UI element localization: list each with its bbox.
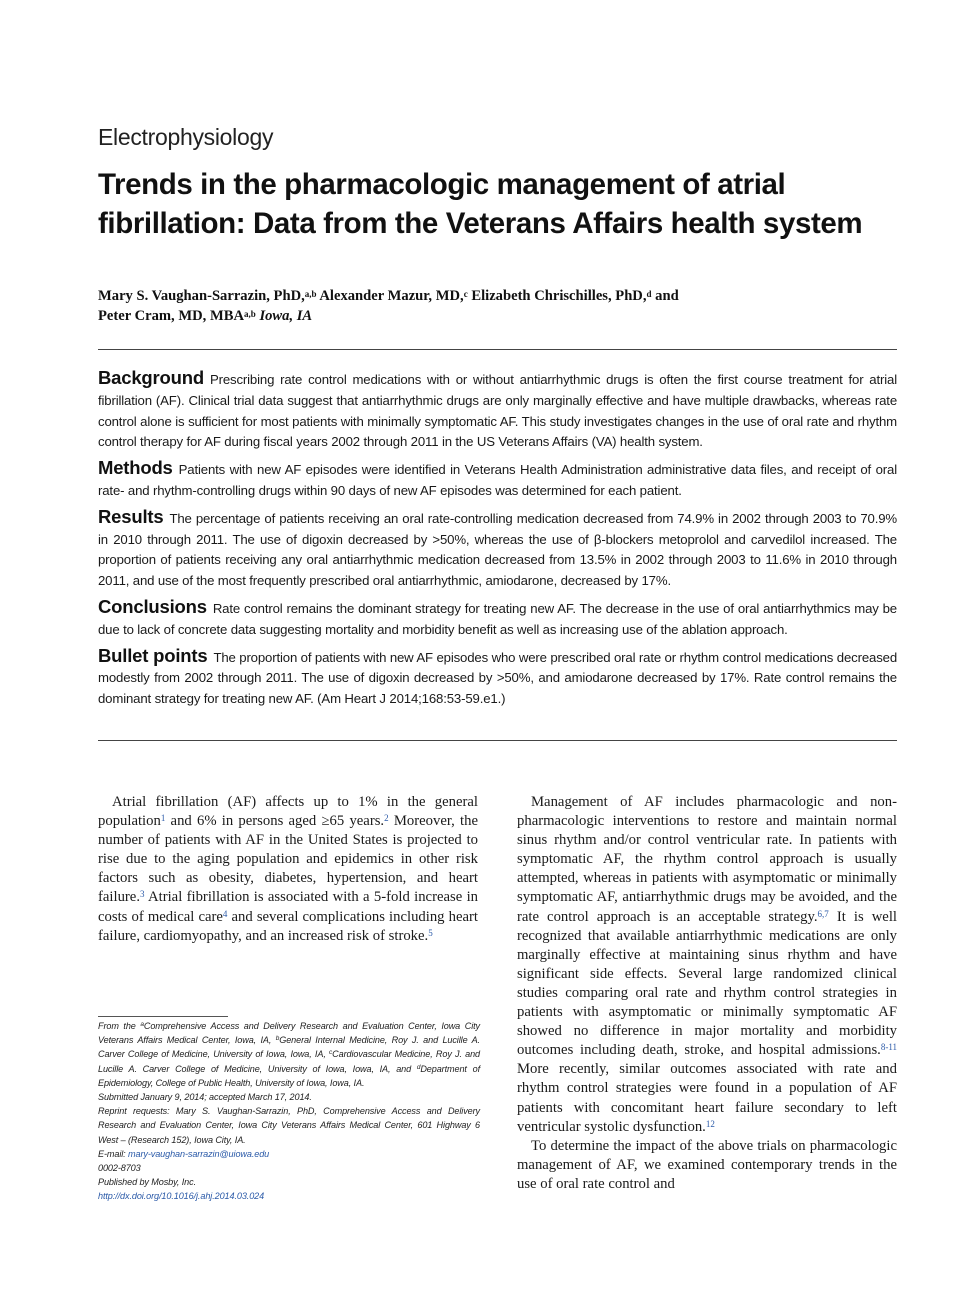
reference-link[interactable]: 4 — [222, 908, 228, 919]
abstract-bullet-points — [98, 646, 897, 710]
author-name: Elizabeth Chrischilles, PhD, — [471, 288, 647, 304]
doi-link[interactable]: http://dx.doi.org/10.1016/j.ahj.2014.03.024 — [98, 1191, 265, 1202]
publisher-note: Published by Mosby, Inc. — [98, 1177, 197, 1188]
article-title: Trends in the pharmacologic management of atrial fibrillation: Data from the Veterans Affairs health system — [98, 168, 863, 240]
abstract-top-rule — [98, 349, 897, 350]
body-column-left — [98, 793, 478, 946]
abstract-text: Rate control remains the dominant strategy for treating new AF. The decrease in the use of oral antiarrhythmics may be due to lack of concrete data suggesting mortality and morbidity benefit as well as increasing use of the ablation approach. — [98, 600, 897, 637]
author-name: Peter Cram, MD, MBA — [98, 308, 245, 324]
abstract-heading: Results — [98, 505, 164, 527]
author-affiliation: a,b — [304, 289, 317, 299]
reprint-note: Reprint requests: Mary S. Vaughan-Sarrazin, PhD, Comprehensive Access and Delivery Research and Evaluation Center, Iowa City Veterans Affairs Medical Center, 601 Highway 6 West – (Research 152), Iowa City, IA. — [98, 1106, 480, 1145]
author-list — [98, 286, 898, 326]
abstract-results — [98, 507, 897, 592]
author-affiliation: c — [463, 289, 468, 299]
abstract-bottom-rule — [98, 740, 897, 741]
abstract-heading: Methods — [98, 457, 173, 479]
abstract — [98, 368, 897, 715]
reference-link[interactable]: 6,7 — [817, 908, 829, 919]
author-location: Iowa, IA — [259, 308, 313, 324]
abstract-heading: Background — [98, 367, 204, 388]
abstract-text: Patients with new AF episodes were identified in Veterans Health Administration administrative data files, and receipt of oral rate- and rhythm-controlling drugs within 90 days of new AF episodes was determined for each patient. — [98, 462, 897, 498]
footnotes — [98, 1019, 480, 1204]
abstract-text: The percentage of patients receiving an oral rate-controlling medication decreased from 74.9% in 2002 through 2003 to 70.9% in 2010 through 2011. The use of digoxin decreased by >50%, whereas the use of β-blockers metoprolol and carvedilol increased. The proportion of patients receiving any oral antiarrhythmic medication decreased from 13.5% in 2002 through 2003 to 11.6% in 2010 through 2011, and use of the most frequently prescribed oral antiarrhythmic, amiodarone, decreased by 17%. — [98, 510, 897, 589]
body-paragraph: Management of AF includes pharmacologic and non-pharmacologic interventions to restore and maintain normal sinus rhythm and/or control ventricular rate. In patients with symptomatic AF, the rhythm control approach is usually attempted, whereas in patients with asymptomatic or minimally symptomatic AF, antiarrhythmic drugs may be avoided, and the rate control approach is an acceptable strategy.$^{6,7}$ It is well recognized that available antiarrhythmic medications are only marginally effective at maintaining sinus rhythm and have significant side effects. Several large randomized clinical studies comparing oral rate and rhythm control strategies in patients with asymptomatic or minimally symptomatic AF showed no difference in major mortality and morbidity outcomes including death, stroke, and hospital admissions.$^{8-11}$ More recently, similar outcomes associated with rate and rhythm control strategies were found in a population of AF patients with concomitant heart failure secondary to left ventricular systolic dysfunction.$^{12}$ — [517, 794, 897, 1135]
reference-link[interactable]: 3 — [140, 889, 145, 900]
abstract-text: Prescribing rate control medications with or without antiarrhythmic drugs is often the first course treatment for atrial fibrillation (AF). Clinical trial data suggest that antiarrhythmic drugs are only marginally effective and have multiple drawbacks, whereas rate control alone is sufficient for most patients with minimally symptomatic AF. This study investigates changes in the use of oral rate and rhythm control therapy for AF during fiscal years 2002 through 2011 in the US Veterans Affairs (VA) health system. — [98, 372, 897, 450]
body-column-right — [517, 793, 897, 1194]
authors-and: and — [655, 288, 679, 304]
footnote-rule — [98, 1016, 228, 1017]
abstract-methods — [98, 458, 897, 502]
reference-link[interactable]: 1 — [160, 813, 166, 824]
reference-link[interactable]: 8-11 — [880, 1042, 897, 1053]
affiliations-note: From the $^a$Comprehensive Access and Delivery Research and Evaluation Center, Iowa City Veterans Affairs Medical Center, Iowa, IA, $^b$General Internal Medicine, Roy J. and Lucille A. Carver College of Medicine, University of Iowa, Iowa, IA, $^c$Cardiovascular Medicine, Roy J. and Lucille A. Carver College of Medicine, University of Iowa, Iowa, IA, and $^d$Department of Epidemiology, College of Public Health, University of Iowa, Iowa, IA. — [98, 1021, 480, 1088]
abstract-heading: Bullet points — [98, 644, 208, 666]
body-paragraph: Atrial fibrillation (AF) affects up to 1% in the general population$^1$ and 6% in persons aged ≥65 years.$^2$ Moreover, the number of patients with AF in the United States is projected to rise due to the aging population and epidemics in other risk factors such as obesity, diabetes, hypertension, and heart failure.$^3$ Atrial fibrillation is associated with a 5-fold increase in costs of medical care$^4$ and several complications including heart failure, cardiomyopathy, and an increased risk of stroke.$^5$ — [98, 794, 478, 944]
reference-link[interactable]: 12 — [705, 1118, 715, 1129]
author-affiliation: a,b — [244, 309, 256, 319]
abstract-text: The proportion of patients with new AF episodes who were prescribed oral rate or rhythm control medications decreased modestly from 2002 through 2011. The use of digoxin decreased by >50%, and amiodarone decreased by 17%. Rate control remains the dominant strategy for treating new AF. (Am Heart J 2014;168:53-59.e1.) — [98, 649, 898, 707]
author-name: Mary S. Vaughan-Sarrazin, PhD, — [98, 288, 305, 304]
reference-link[interactable]: 2 — [384, 813, 389, 824]
abstract-heading: Conclusions — [98, 595, 207, 617]
body-paragraph: To determine the impact of the above trials on pharmacologic management of AF, we examined contemporary trends in the use of oral rate control and — [517, 1137, 897, 1192]
author-affiliation: d — [646, 289, 652, 299]
abstract-conclusions — [98, 597, 897, 641]
section-label: Electrophysiology — [98, 124, 274, 150]
email-note: E-mail: mary-vaughan-sarrazin@uiowa.edu — [98, 1148, 270, 1159]
issn-note: 0002-8703 — [98, 1163, 141, 1174]
author-name: Alexander Mazur, MD, — [319, 288, 464, 304]
reference-link[interactable]: 5 — [428, 927, 433, 938]
abstract-background — [98, 368, 897, 453]
submitted-note: Submitted January 9, 2014; accepted March 17, 2014. — [98, 1092, 312, 1103]
email-link[interactable]: mary-vaughan-sarrazin@uiowa.edu — [128, 1148, 270, 1159]
